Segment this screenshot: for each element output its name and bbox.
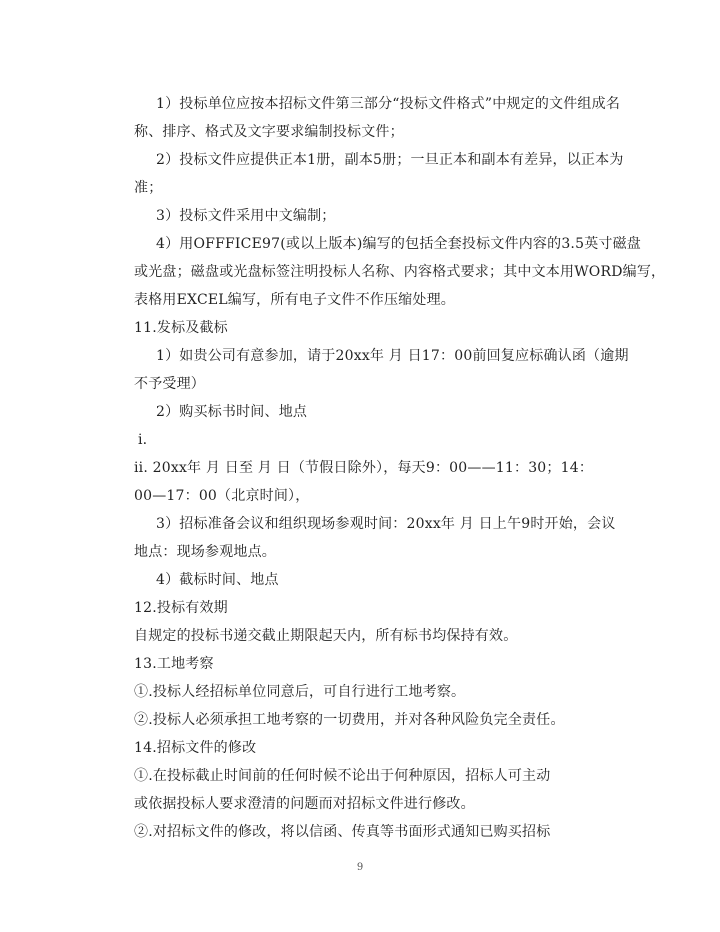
list-marker: i. <box>138 432 148 448</box>
section-heading: 13.工地考察 <box>134 656 214 672</box>
text-line: 称、排序、格式及文字要求编制投标文件； <box>134 124 404 140</box>
text-line: 不予受理） <box>134 376 205 392</box>
text-line: 4）截标时间、地点 <box>156 572 279 588</box>
text-line: ①.在投标截止时间前的任何时候不论出于何种原因，招标人可主动 <box>134 768 551 784</box>
text-line: ②.投标人必须承担工地考察的一切费用，并对各种风险负完全责任。 <box>134 712 565 728</box>
text-line: 2）购买标书时间、地点 <box>156 404 308 420</box>
text-line: 4）用OFFFICE97(或以上版本)编写的包括全套投标文件内容的3.5英寸磁盘 <box>156 236 641 252</box>
text-line: 自规定的投标书递交截止期限起天内，所有标书均保持有效。 <box>134 628 518 644</box>
text-line: 或光盘；磁盘或光盘标签注明投标人名称、内容格式要求；其中文本用WORD编写， <box>134 264 666 280</box>
section-heading: 11.发标及截标 <box>134 320 228 336</box>
text-line: 准； <box>134 180 163 196</box>
text-line: 3）投标文件采用中文编制； <box>156 208 336 224</box>
text-line: ①.投标人经招标单位同意后，可自行进行工地考察。 <box>134 684 466 700</box>
text-line: 1）投标单位应按本招标文件第三部分“投标文件格式”中规定的文件组成名 <box>156 96 621 112</box>
text-line: 表格用EXCEL编写，所有电子文件不作压缩处理。 <box>134 292 455 308</box>
text-line: ii. 20xx年 月 日至 月 日（节假日除外），每天9：00——11：30；14： <box>134 460 594 476</box>
text-line: ②.对招标文件的修改，将以信函、传真等书面形式通知已购买招标 <box>134 824 551 840</box>
text-line: 地点：现场参观地点。 <box>134 544 276 560</box>
text-line: 3）招标准备会议和组织现场参观时间：20xx年 月 日上午9时开始，会议 <box>156 516 616 532</box>
section-heading: 14.招标文件的修改 <box>134 740 257 756</box>
text-line: 或依据投标人要求澄清的问题而对招标文件进行修改。 <box>134 796 475 812</box>
page-number: 9 <box>356 862 364 873</box>
section-heading: 12.投标有效期 <box>134 600 228 616</box>
text-line: 2）投标文件应提供正本1册，副本5册；一旦正本和副本有差异，以正本为 <box>156 152 624 168</box>
text-line: 1）如贵公司有意参加，请于20xx年 月 日17：00前回复应标确认函（逾期 <box>156 348 629 364</box>
text-line: 00—17：00（北京时间）， <box>134 488 310 504</box>
